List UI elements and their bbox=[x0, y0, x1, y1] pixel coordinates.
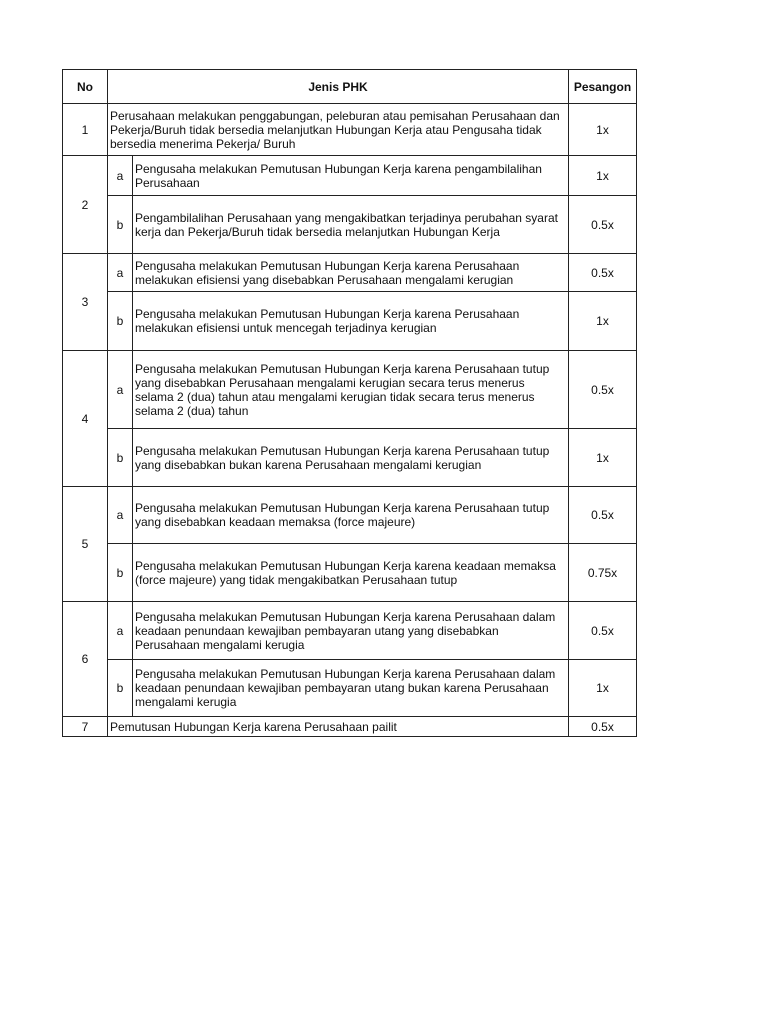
row-value: 0.5x bbox=[569, 717, 637, 737]
row-value: 0.5x bbox=[569, 196, 637, 254]
table-row bbox=[63, 429, 637, 487]
phk-table bbox=[62, 69, 637, 737]
table-row bbox=[63, 351, 637, 429]
row-value: 0.5x bbox=[569, 487, 637, 544]
row-number: 4 bbox=[63, 351, 108, 487]
table-row bbox=[63, 487, 637, 544]
row-number: 6 bbox=[63, 602, 108, 717]
row-text: Pemutusan Hubungan Kerja karena Perusahaan pailit bbox=[108, 717, 569, 737]
row-number: 7 bbox=[63, 717, 108, 737]
sub-label: a bbox=[108, 156, 133, 196]
row-text: Pengusaha melakukan Pemutusan Hubungan Kerja karena Perusahaan tutup yang disebabkan Perusahaan mengalami kerugian secara terus menerus selama 2 (dua) tahun atau mengalami kerugian tidak secara terus menerus selama 2 (dua) tahun bbox=[133, 351, 569, 429]
row-text: Pengusaha melakukan Pemutusan Hubungan Kerja karena Perusahaan tutup yang disebabkan bukan karena Perusahaan mengalami kerugian bbox=[133, 429, 569, 487]
sub-label: a bbox=[108, 602, 133, 660]
row-text: Pengusaha melakukan Pemutusan Hubungan Kerja karena keadaan memaksa (force majeure) yang tidak mengakibatkan Perusahaan tutup bbox=[133, 544, 569, 602]
row-text: Pengusaha melakukan Pemutusan Hubungan Kerja karena Perusahaan melakukan efisiensi yang disebabkan Perusahaan mengalami kerugian bbox=[133, 254, 569, 292]
row-value: 1x bbox=[569, 104, 637, 156]
table-row bbox=[63, 660, 637, 717]
row-text: Pengusaha melakukan Pemutusan Hubungan Kerja karena pengambilalihan Perusahaan bbox=[133, 156, 569, 196]
sub-label: a bbox=[108, 254, 133, 292]
table-row bbox=[63, 254, 637, 292]
sub-label: a bbox=[108, 351, 133, 429]
header-jenis: Jenis PHK bbox=[108, 70, 569, 104]
row-text: Pengusaha melakukan Pemutusan Hubungan Kerja karena Perusahaan dalam keadaan penundaan kewajiban pembayaran utang yang disebabkan Perusahaan mengalami kerugia bbox=[133, 602, 569, 660]
row-text: Pengusaha melakukan Pemutusan Hubungan Kerja karena Perusahaan dalam keadaan penundaan kewajiban pembayaran utang bukan karena Perusahaan mengalami kerugia bbox=[133, 660, 569, 717]
sub-label: b bbox=[108, 196, 133, 254]
row-number: 1 bbox=[63, 104, 108, 156]
row-value: 1x bbox=[569, 156, 637, 196]
sub-label: b bbox=[108, 660, 133, 717]
row-number: 2 bbox=[63, 156, 108, 254]
row-value: 1x bbox=[569, 660, 637, 717]
row-text: Pengusaha melakukan Pemutusan Hubungan Kerja karena Perusahaan melakukan efisiensi untuk mencegah terjadinya kerugian bbox=[133, 292, 569, 351]
row-value: 1x bbox=[569, 292, 637, 351]
row-text: Perusahaan melakukan penggabungan, peleburan atau pemisahan Perusahaan dan Pekerja/Buruh tidak bersedia melanjutkan Hubungan Kerja atau Pengusaha tidak bersedia menerima Pekerja/ Buruh bbox=[108, 104, 569, 156]
table-row bbox=[63, 156, 637, 196]
header-no: No bbox=[63, 70, 108, 104]
header-row bbox=[63, 70, 637, 104]
table-row bbox=[63, 196, 637, 254]
row-text: Pengusaha melakukan Pemutusan Hubungan Kerja karena Perusahaan tutup yang disebabkan keadaan memaksa (force majeure) bbox=[133, 487, 569, 544]
row-value: 1x bbox=[569, 429, 637, 487]
row-value: 0.5x bbox=[569, 254, 637, 292]
row-number: 3 bbox=[63, 254, 108, 351]
row-text: Pengambilalihan Perusahaan yang mengakibatkan terjadinya perubahan syarat kerja dan Pekerja/Buruh tidak bersedia melanjutkan Hubungan Kerja bbox=[133, 196, 569, 254]
sub-label: b bbox=[108, 544, 133, 602]
table-row bbox=[63, 292, 637, 351]
sub-label: a bbox=[108, 487, 133, 544]
table-row bbox=[63, 104, 637, 156]
row-value: 0.75x bbox=[569, 544, 637, 602]
row-value: 0.5x bbox=[569, 602, 637, 660]
header-pesangon: Pesangon bbox=[569, 70, 637, 104]
table-row bbox=[63, 717, 637, 737]
sub-label: b bbox=[108, 292, 133, 351]
sub-label: b bbox=[108, 429, 133, 487]
table-row bbox=[63, 544, 637, 602]
row-value: 0.5x bbox=[569, 351, 637, 429]
table-row bbox=[63, 602, 637, 660]
row-number: 5 bbox=[63, 487, 108, 602]
